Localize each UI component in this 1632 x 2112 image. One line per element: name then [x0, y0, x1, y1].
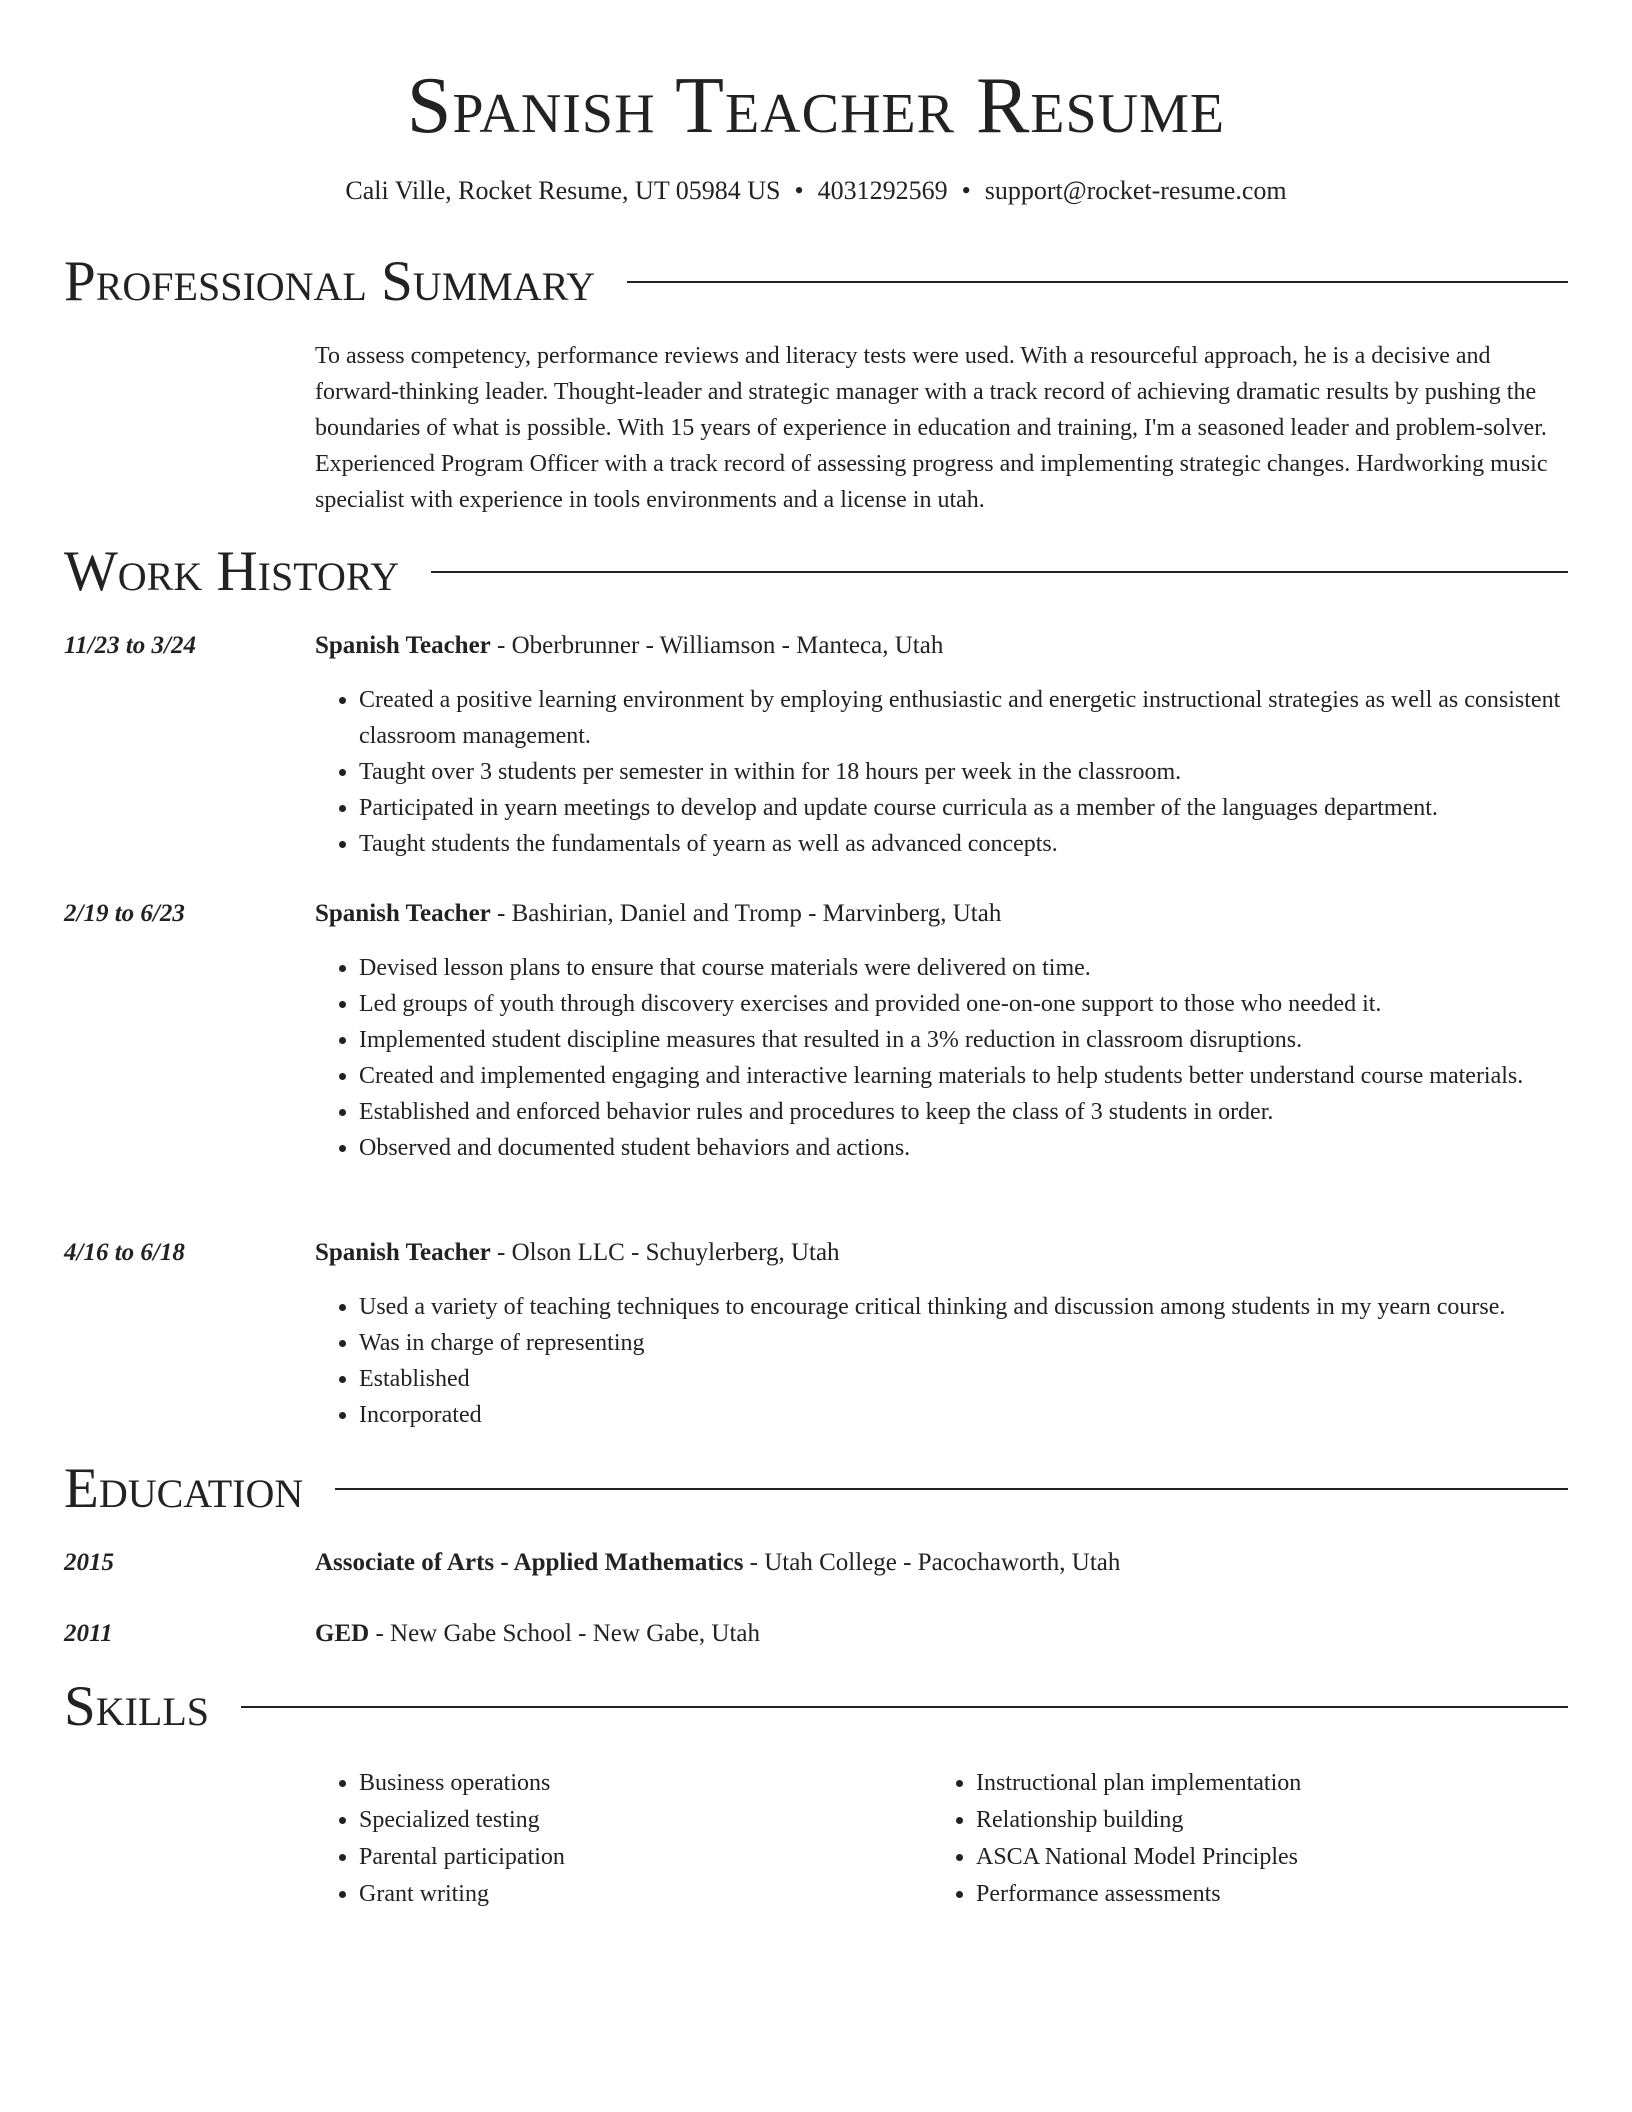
- work-dates: 4/16 to 6/18: [64, 1239, 185, 1266]
- job-details: - Oberbrunner - Williamson - Manteca, Utah: [490, 632, 944, 659]
- work-bullet: • Incorporated: [359, 1397, 1614, 1433]
- skill-item: • Parental participation: [359, 1839, 932, 1876]
- school-details: - Utah College - Pacochaworth, Utah: [743, 1549, 1121, 1576]
- job-details: - Bashirian, Daniel and Tromp - Marvinberg, Utah: [490, 900, 1002, 927]
- contact-phone: 4031292569: [817, 176, 948, 205]
- work-bullet: • Established and enforced behavior rules and procedures to keep the class of 3 students in order.: [359, 1094, 1614, 1130]
- section-header-summary: [64, 250, 1568, 314]
- summary-text: To assess competency, performance reviews and literacy tests were used. With a resourceful approach, he is a decisive and forward-thinking leader. Thought-leader and strategic manager with a track record of achieving dramatic results by pushing the boundaries of what is possible. With 15 years of experience in education and training, I'm a seasoned leader and problem-solver. Experienced Program Officer with a track record of assessing progress and implementing strategic changes. Hardworking music specialist with experience in tools environments and a license in utah.: [315, 343, 1548, 513]
- skill-item: • Grant writing: [359, 1876, 932, 1913]
- section-divider: [431, 571, 1568, 573]
- job-details: - Olson LLC - Schuylerberg, Utah: [490, 1239, 840, 1266]
- section-header-work-history: [64, 540, 1568, 604]
- work-dates: 2/19 to 6/23: [64, 900, 185, 927]
- work-bullet: • Created and implemented engaging and interactive learning materials to help students better understand course materials.: [359, 1058, 1614, 1094]
- skill-item: • Performance assessments: [976, 1876, 1549, 1913]
- work-bullet: • Observed and documented student behaviors and actions.: [359, 1130, 1614, 1166]
- section-header-skills: [64, 1675, 1568, 1739]
- skills-column-right: [932, 1765, 1549, 1913]
- contact-separator: •: [794, 176, 804, 205]
- work-bullets: [315, 682, 1614, 862]
- work-bullet: • Was in charge of representing: [359, 1325, 1614, 1361]
- work-bullet: • Created a positive learning environment by employing enthusiastic and energetic instructional strategies as well as consistent classroom management.: [359, 682, 1614, 754]
- skills-list: [315, 1765, 1570, 1913]
- skill-item: • Specialized testing: [359, 1802, 932, 1839]
- work-bullet: • Implemented student discipline measures that resulted in a 3% reduction in classroom disruptions.: [359, 1022, 1614, 1058]
- work-bullet: • Taught over 3 students per semester in within for 18 hours per week in the classroom.: [359, 754, 1614, 790]
- degree: GED: [315, 1620, 370, 1647]
- job-title: Spanish Teacher: [315, 632, 491, 659]
- work-bullet: • Devised lesson plans to ensure that course materials were delivered on time.: [359, 950, 1614, 986]
- work-bullet: • Established: [359, 1361, 1614, 1397]
- section-header-education: [64, 1457, 1568, 1521]
- contact-separator: •: [961, 176, 971, 205]
- work-bullets: [315, 950, 1614, 1166]
- work-heading: [315, 628, 943, 664]
- work-bullet: • Taught students the fundamentals of yearn as well as advanced concepts.: [359, 826, 1614, 862]
- education-heading: [315, 1616, 760, 1652]
- section-title-education: Education: [64, 1457, 304, 1520]
- work-bullet: • Led groups of youth through discovery exercises and provided one-on-one support to those who needed it.: [359, 986, 1614, 1022]
- skill-item: • ASCA National Model Principles: [976, 1839, 1549, 1876]
- skills-column-left: [315, 1765, 932, 1913]
- skill-item: • Relationship building: [976, 1802, 1549, 1839]
- degree: Associate of Arts - Applied Mathematics: [315, 1549, 744, 1576]
- resume-title: Spanish Teacher Resume: [406, 62, 1226, 150]
- section-divider: [627, 281, 1568, 283]
- section-title-summary: Professional Summary: [64, 250, 596, 313]
- contact-email: support@rocket-resume.com: [984, 176, 1287, 205]
- work-heading: [315, 896, 1001, 932]
- job-title: Spanish Teacher: [315, 1239, 491, 1266]
- contact-address: Cali Ville, Rocket Resume, UT 05984 US: [345, 176, 781, 205]
- work-bullet: • Participated in yearn meetings to develop and update course curricula as a member of the languages department.: [359, 790, 1614, 826]
- work-bullet: • Used a variety of teaching techniques to encourage critical thinking and discussion among students in my yearn course.: [359, 1289, 1614, 1325]
- education-year: 2011: [64, 1620, 113, 1647]
- section-title-work-history: Work History: [64, 540, 400, 603]
- skill-item: • Business operations: [359, 1765, 932, 1802]
- education-heading: [315, 1545, 1120, 1581]
- education-year: 2015: [64, 1549, 114, 1576]
- section-title-skills: Skills: [64, 1675, 210, 1738]
- school-details: - New Gabe School - New Gabe, Utah: [369, 1620, 761, 1647]
- work-dates: 11/23 to 3/24: [64, 632, 196, 659]
- contact-line: [0, 174, 1632, 208]
- work-heading: [315, 1235, 840, 1271]
- job-title: Spanish Teacher: [315, 900, 491, 927]
- section-divider: [241, 1706, 1568, 1708]
- section-divider: [335, 1488, 1568, 1490]
- skill-item: • Instructional plan implementation: [976, 1765, 1549, 1802]
- work-bullets: [315, 1289, 1614, 1433]
